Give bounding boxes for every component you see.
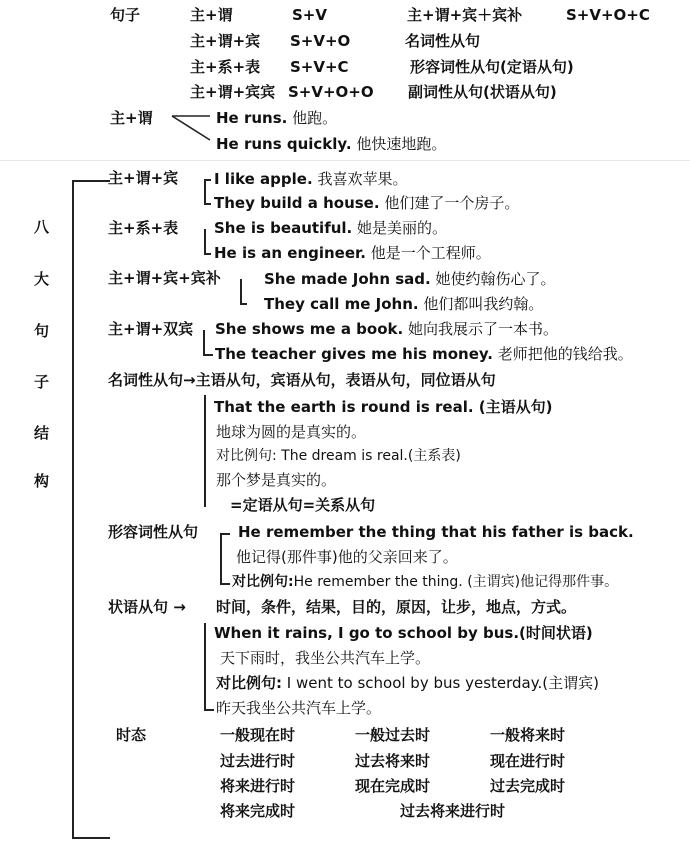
tense-item: 过去将来时 (355, 752, 431, 770)
adj-clause-label: 形容词性从句 (108, 523, 199, 541)
equals-note: =定语从句=关系从句 (230, 496, 376, 514)
svoc-example-2: They call me John. 他们都叫我约翰。 (264, 295, 544, 313)
tense-item: 一般过去时 (355, 726, 431, 744)
side-title-char: 大 (34, 270, 50, 288)
tense-label: 时态 (116, 726, 147, 744)
side-title-char: 子 (34, 373, 50, 391)
svoc-bracket (240, 279, 242, 305)
svoo-example-1: She shows me a book. 她向我展示了一本书。 (215, 320, 558, 338)
adv-clause-types: 时间，条件，结果，目的，原因，让步，地点，方式。 (216, 598, 577, 616)
sv-example-2: He runs quickly. 他快速地跑。 (216, 135, 447, 153)
pattern-code: S+V+O (290, 32, 351, 50)
pattern-code: S+V+C (290, 58, 349, 76)
main-bracket (72, 180, 74, 838)
section-divider (0, 160, 690, 161)
pattern-code: S+V (292, 6, 327, 24)
noun-compare: 对比例句: The dream is real.(主系表) (216, 448, 461, 464)
svoo-example-2: The teacher gives me his money. 老师把他的钱给我。 (215, 345, 633, 363)
svo-label: 主+谓+宾 (108, 169, 179, 187)
side-title-char: 八 (34, 218, 50, 236)
bracket-tick (220, 583, 230, 585)
adv-compare: 对比例句: I went to school by bus yesterday.(主谓宾) (216, 674, 599, 692)
bracket-tick (203, 354, 213, 356)
adj-compare: 对比例句:He remember the thing. (主谓宾)他记得那件事。 (232, 574, 619, 590)
adv-clause-label: 状语从句 → (108, 598, 186, 616)
tense-item: 一般将来时 (490, 726, 566, 744)
bracket-tick (204, 709, 214, 711)
svc-bracket (204, 229, 206, 255)
bracket-tick (220, 533, 230, 535)
pattern-cn: 主+谓+宾 (190, 32, 261, 50)
svoo-label: 主+谓+双宾 (108, 320, 194, 338)
sentence-label: 句子 (110, 6, 141, 24)
bracket-tick (204, 179, 211, 181)
noun-bracket (204, 395, 206, 507)
adv-compare-zh: 昨天我坐公共汽车上学。 (216, 699, 382, 717)
main-bracket-top (72, 180, 110, 182)
clause-type: 名词性从句 (405, 32, 481, 50)
adj-example-zh: 他记得(那件事)他的父亲回来了。 (236, 548, 458, 566)
tense-item: 将来进行时 (220, 777, 296, 795)
adv-example: When it rains, I go to school by bus.(时间状语) (214, 624, 593, 642)
sv-label: 主+谓 (110, 109, 153, 127)
svo-example-2: They build a house. 他们建了一个房子。 (214, 194, 520, 212)
noun-compare-zh: 那个梦是真实的。 (216, 471, 337, 489)
adj-example: He remember the thing that his father is back. (238, 523, 634, 541)
pattern-cn: 主+系+表 (190, 58, 261, 76)
noun-clause-label: 名词性从句→主语从句，宾语从句，表语从句，同位语从句 (108, 371, 496, 389)
noun-example-zh: 地球为圆的是真实的。 (216, 423, 367, 441)
adv-bracket (204, 623, 206, 711)
fork-connector (170, 110, 220, 144)
tense-item: 过去将来进行时 (400, 802, 506, 820)
tense-item: 将来完成时 (220, 802, 296, 820)
side-title-char: 结 (34, 424, 50, 442)
side-title-char: 句 (34, 322, 50, 340)
svc-label: 主+系+表 (108, 219, 179, 237)
tense-item: 现在完成时 (355, 777, 431, 795)
adv-example-zh: 天下雨时，我坐公共汽车上学。 (220, 649, 431, 667)
svoc-example-1: She made John sad. 她使约翰伤心了。 (264, 270, 556, 288)
svo-example-1: I like apple. 我喜欢苹果。 (214, 170, 408, 188)
clause-type: 形容词性从句(定语从句) (410, 58, 574, 76)
tense-item: 过去完成时 (490, 777, 566, 795)
pattern-code: S+V+O+C (566, 6, 650, 24)
bracket-tick (204, 253, 211, 255)
main-bracket-bottom (72, 837, 110, 839)
pattern-cn: 主+谓 (190, 6, 233, 24)
svoc-label: 主+谓+宾+宾补 (108, 269, 221, 287)
pattern-cn: 主+谓+宾宾 (190, 83, 276, 101)
bracket-tick (240, 303, 247, 305)
pattern-cn: 主+谓+宾＋宾补 (407, 6, 523, 24)
adj-bracket (220, 533, 222, 585)
tense-item: 现在进行时 (490, 752, 566, 770)
clause-type: 副词性从句(状语从句) (408, 83, 557, 101)
tense-item: 一般现在时 (220, 726, 296, 744)
tense-item: 过去进行时 (220, 752, 296, 770)
svc-example-2: He is an engineer. 他是一个工程师。 (214, 244, 491, 262)
sv-example-1: He runs. 他跑。 (216, 109, 338, 127)
pattern-code: S+V+O+O (288, 83, 374, 101)
side-title-char: 构 (34, 472, 50, 490)
svc-example-1: She is beautiful. 她是美丽的。 (214, 219, 448, 237)
noun-example: That the earth is round is real. (主语从句) (214, 398, 553, 416)
svo-bracket (204, 179, 206, 205)
svoo-bracket (203, 330, 205, 356)
bracket-tick (204, 203, 211, 205)
